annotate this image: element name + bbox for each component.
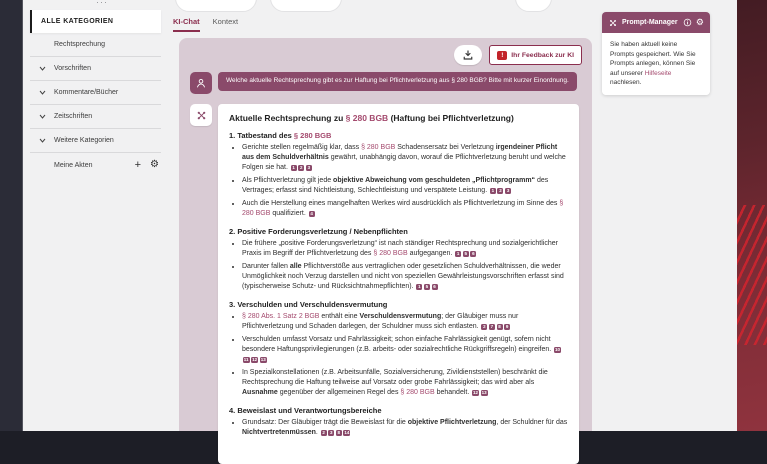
user-message-bubble: Welche aktuelle Rechtsprechung gibt es zur Haftung bei Pflichtverletzung aus § 280 BGB? Bitte mit kurzer Einordnung. [218,72,577,91]
text-segment: irgendeiner Pflicht aus dem Schuldverhältnis [242,144,558,161]
text-segment: des Vertrages; erfasst sind Nichtleistung, Schlechtleistung und verspätete Leistung. [242,177,549,194]
right-background-strip [737,0,767,431]
text-segment: 4. Beweislast und Verantwortungsbereiche [229,406,382,415]
text-segment: gewährt, unabhängig davon, worauf die Pflichtverletzung beruht und welche Folgen sie hat. [242,154,566,171]
text-segment: Verschuldensvermutung [359,313,442,320]
download-icon [462,49,474,61]
truncated-menu-icon: ··· [96,0,108,7]
text-segment: 3. Verschulden und Verschuldensvermutung [229,300,388,309]
statute-link[interactable]: § 280 BGB [345,113,389,123]
user-avatar [190,72,212,94]
sidebar-item-label: Zeitschriften [54,113,93,120]
ai-network-icon [195,109,208,122]
sidebar-item-label: Vorschriften [54,65,91,72]
sidebar-item-kommentare-buecher[interactable] [30,81,161,105]
statute-link[interactable]: § 280 BGB [242,200,564,217]
citation-badge[interactable]: 2 [483,323,486,329]
section-bullet-list [229,418,568,438]
prompt-manager-header [602,12,710,33]
sidebar-item-alle-kategorien[interactable] [30,10,161,33]
citation-badge[interactable]: 5 [464,250,467,256]
sidebar-item-label: Rechtsprechung [54,41,105,48]
citation-badge[interactable]: 2 [300,164,303,170]
answer-bullet [242,418,568,438]
sidebar-item-zeitschriften[interactable] [30,105,161,129]
citation-badge[interactable]: 10 [554,346,560,352]
diagonal-stripes-decoration [737,205,767,345]
sidebar-item-label: Meine Akten [54,161,93,169]
text-segment: Nichtvertretenmüssen [242,429,316,436]
section-heading [229,300,568,309]
prompt-settings-gear-icon[interactable]: ⚙ [695,17,704,27]
text-segment: Verschulden umfasst Vorsatz und Fahrlässigkeit; schon einfache Fahrlässigkeit genügt, sofern nicht besondere Haftungsprivilegierungen (z.B. arbeits- oder sozialrechtliche Rückgriffsregeln) eingreifen. [242,336,554,353]
sidebar-item-vorschriften[interactable] [30,57,161,81]
chevron-down-icon [39,138,54,143]
feedback-button[interactable] [489,45,582,65]
section-heading [229,406,568,415]
ai-message-row [179,104,592,464]
citation-badge[interactable]: 2 [499,187,502,193]
answer-bullet [242,262,568,292]
sidebar-item-label: Kommentare/Bücher [54,89,119,96]
tab-kontext[interactable]: Kontext [212,17,239,26]
add-akte-button[interactable]: + [134,158,142,171]
statute-link[interactable]: § 280 BGB [293,131,332,140]
citation-badge[interactable]: 9 [505,323,509,329]
section-bullet-list [229,239,568,292]
ki-chat-panel [179,38,592,436]
text-segment: Als Pflichtverletzung gilt jede [242,177,334,184]
answer-bullet [242,239,568,259]
citation-badge[interactable]: 8 [337,429,341,435]
person-icon [195,77,207,89]
citation-badge[interactable]: 1 [456,250,460,256]
left-background-strip [0,0,23,431]
chevron-down-icon [39,66,54,71]
text-segment: Die frühere „positive Forderungsverletzung“ ist nach ständiger Rechtsprechung und sozialgerichtlicher Praxis im Begriff der Pflichtverletzung des [242,240,558,257]
prompt-network-icon [608,18,618,28]
answer-bullet [242,312,568,332]
citation-badge[interactable]: 13 [481,389,487,395]
download-button[interactable] [454,45,482,65]
prompt-manager-panel [602,12,710,95]
citation-badge[interactable]: 3 [307,164,311,170]
text-segment: Schadensersatz bei Verletzung [395,144,496,151]
chat-tabs [173,17,238,32]
prompt-manager-title: Prompt-Manager [622,19,678,26]
citation-badge[interactable]: 11 [243,356,249,362]
answer-title [229,113,568,123]
section-bullet-list [229,312,568,398]
chevron-down-icon [39,90,54,95]
section-bullet-list [229,143,568,219]
answer-bullet [242,143,568,173]
citation-badge[interactable]: 3 [506,187,510,193]
chevron-down-icon [39,114,54,119]
answer-bullet [242,176,568,196]
text-segment: qualifiziert. [270,210,308,217]
text-segment: Pflichtverstöße aus vertraglichen oder gesetzlichen Schuldverhältnissen, die weder Unmöglichkeit noch Verzug darstellen und nicht von speziellen Gewährleistungsvorschriften erfasst sind (typischerweise Schutz- und Rücksichtnahmepflichten). [242,263,564,290]
answer-bullet [242,199,568,219]
citation-badge[interactable]: 2 [322,429,325,435]
citation-badge[interactable]: 1 [491,187,495,193]
text-segment: Auch die Herstellung eines mangelhaften Werkes wird ausdrücklich als Pflichtverletzung im Sinne des [242,200,560,207]
text-segment: ; der Gläubiger muss nur Pflichtverletzung und Schaden darlegen, der Schuldner muss sich entlasten. [242,313,519,330]
prompt-empty-text-after: nachlesen. [610,79,642,86]
text-segment: objektive Abweichung vom geschuldeten „Pflichtprogramm“ [333,177,536,184]
statute-link[interactable]: § 280 BGB [361,144,396,151]
statute-link[interactable]: § 280 BGB [400,389,435,396]
statute-link[interactable]: § 280 Abs. 1 Satz 2 BGB [242,313,320,320]
citation-badge[interactable]: 4 [310,210,313,216]
text-segment: 1. Tatbestand des [229,131,294,140]
user-message-row [179,72,592,94]
citation-badge[interactable]: 3 [329,429,333,435]
truncated-toolbar-pill-1[interactable] [175,0,257,12]
section-heading [229,227,568,236]
text-segment: enthält eine [319,313,360,320]
feedback-button-label: Ihr Feedback zur KI [511,51,574,59]
chat-toolbar [179,38,592,65]
sidebar-selected-label: ALLE KATEGORIEN [41,18,114,25]
akten-settings-gear-icon[interactable]: ⚙ [150,159,159,170]
text-segment: (Haftung bei Pflichtverletzung) [388,113,514,123]
tab-ki-chat[interactable]: KI-Chat [173,17,200,32]
answer-bullet [242,335,568,365]
text-segment: Aktuelle Rechtsprechung zu [229,113,346,123]
answer-bullet [242,368,568,398]
sidebar-item-meine-akten[interactable] [30,153,161,177]
citation-badge[interactable]: 1 [292,164,295,170]
truncated-toolbar-pill-2[interactable] [270,0,342,12]
text-segment: Gerichte stellen regelmäßig klar, dass [242,144,362,151]
citation-badge[interactable]: 12 [473,389,479,395]
ai-answer-card [218,104,579,464]
statute-link[interactable]: § 280 BGB [373,250,408,257]
truncated-toolbar-pill-3[interactable] [515,0,552,12]
category-sidebar [30,10,161,177]
citation-badge[interactable]: 6 [472,250,475,256]
citation-badge[interactable]: 12 [252,356,258,362]
text-segment: . [315,429,320,436]
text-segment: objektive Pflichtverletzung [407,419,497,426]
section-heading [229,131,568,140]
citation-badge[interactable]: 5 [425,283,429,289]
citation-badge[interactable]: 7 [490,323,494,329]
citation-badge[interactable]: 1 [418,283,421,289]
prompt-manager-body [602,33,710,95]
sidebar-item-label: Weitere Kategorien [54,137,114,144]
text-segment: In Spezialkonstellationen (z.B. Arbeitsunfälle, Sozialversicherung, Zivildienststellen) beschränkt die Rechtsprechung die Haftung teilweise auf Vorsatz oder grobe Fahrlässigkeit; das wird aber als [242,369,548,386]
sidebar-item-rechtsprechung[interactable] [30,33,161,57]
text-segment: Ausnahme [242,389,278,396]
info-icon[interactable] [683,18,692,27]
citation-badge[interactable]: 14 [344,429,350,435]
ai-avatar [190,104,212,126]
citation-badge[interactable]: 6 [433,283,436,289]
help-page-link[interactable]: Hilfeseite [644,69,672,77]
text-segment: aufgegangen. [407,250,455,257]
citation-badge[interactable]: 8 [498,323,501,329]
answer-sections [229,131,568,438]
text-segment: alle [289,263,302,270]
text-segment: behandelt. [434,389,472,396]
text-segment: gegenüber der allgemeinen Regel des [277,389,401,396]
text-segment: Grundsatz: Der Gläubiger trägt die Beweislast für die [242,419,408,426]
feedback-alert-bubble-icon: ! [497,51,507,60]
prompt-empty-text: Sie haben aktuell keine Prompts gespeichert. Wie Sie Prompts anlegen, können Sie auf unserer [610,41,696,77]
citation-badge[interactable]: 13 [260,356,266,362]
text-segment: , der Schuldner für das [496,419,568,426]
sidebar-item-weitere-kategorien[interactable] [30,129,161,153]
text-segment: 2. Positive Forderungsverletzung / Nebenpflichten [229,227,408,236]
text-segment: Darunter fallen [242,263,290,270]
